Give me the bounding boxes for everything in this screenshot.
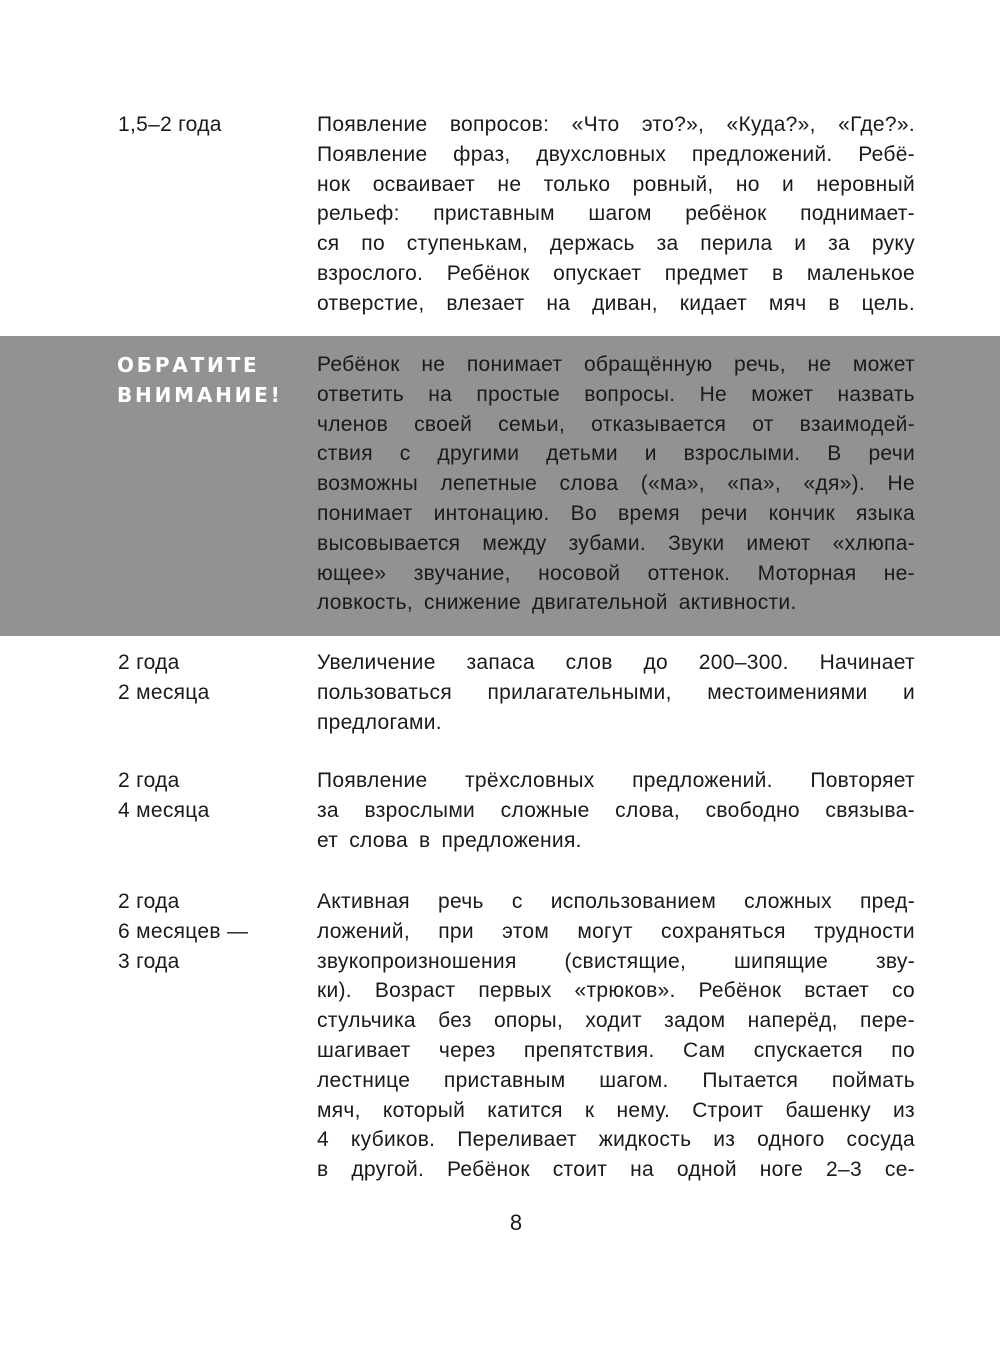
text-line: ки). Возраст первых «трюков». Ребёнок встает со bbox=[317, 979, 915, 1003]
text-line: звукопроизношения (свистящие, шипящие зву- bbox=[317, 949, 915, 973]
text-line: ет слова в предложения. bbox=[317, 828, 582, 852]
text-line: ответить на простые вопросы. Не может назвать bbox=[317, 382, 915, 406]
text-line: рельеф: приставным шагом ребёнок поднимает- bbox=[317, 202, 915, 226]
text-line: отверстие, влезает на диван, кидает мяч в цель. bbox=[317, 291, 915, 315]
text-line: Появление трёхсловных предложений. Повторяет bbox=[317, 769, 915, 792]
text-line: ствия с другими детьми и взрослыми. В речи bbox=[317, 442, 915, 466]
text-line: стульчика без опоры, ходит задом наперёд, пере- bbox=[317, 1009, 915, 1033]
text-line: ложений, при этом могут сохраняться трудности bbox=[317, 919, 915, 943]
text-line: Появление вопросов: «Что это?», «Куда?», «Где?». bbox=[317, 113, 915, 136]
text-line: за взрослыми сложные слова, свободно связыва- bbox=[317, 798, 915, 822]
text-line: Ребёнок не понимает обращённую речь, не может bbox=[317, 353, 915, 376]
age-label: 2 года 2 месяца bbox=[118, 651, 210, 704]
entry-description bbox=[317, 110, 915, 319]
page-number: 8 bbox=[509, 1210, 523, 1235]
age-label: 2 года 4 месяца bbox=[118, 769, 210, 822]
text-line: понимает интонацию. Во время речи кончик языка bbox=[317, 501, 915, 525]
age-label: 2 года 6 месяцев — 3 года bbox=[118, 890, 249, 973]
entry-description bbox=[317, 648, 915, 737]
text-line: нок осваивает не только ровный, но и неровный bbox=[317, 172, 915, 196]
notice-title: ОБРАТИТЕ ВНИМАНИЕ! bbox=[117, 353, 283, 407]
notice-description bbox=[317, 350, 915, 618]
text-line: лестнице приставным шагом. Пытается поймать bbox=[317, 1068, 915, 1092]
text-line: высовывается между зубами. Звуки имеют «хлюпа- bbox=[317, 531, 915, 555]
text-line: ся по ступенькам, держась за перила и за руку bbox=[317, 232, 915, 256]
text-line: предлогами. bbox=[317, 710, 442, 734]
text-line: пользоваться прилагательными, местоимениями и bbox=[317, 680, 915, 704]
text-line: в другой. Ребёнок стоит на одной ноге 2–3 се- bbox=[317, 1158, 915, 1182]
text-line: Активная речь с использованием сложных пред- bbox=[317, 890, 915, 913]
text-line: 4 кубиков. Переливает жидкость из одного сосуда bbox=[317, 1128, 915, 1152]
entry-description bbox=[317, 887, 915, 1185]
text-line: мяч, который катится к нему. Строит башенку из bbox=[317, 1098, 915, 1122]
text-line: Появление фраз, двухсловных предложений. Ребё- bbox=[317, 142, 915, 166]
text-line: шагивает через препятствия. Сам спускается по bbox=[317, 1038, 915, 1062]
text-line: ловкость, снижение двигательной активности. bbox=[317, 591, 797, 615]
entry-description bbox=[317, 766, 915, 855]
notice-block bbox=[0, 336, 1000, 636]
text-line: членов своей семьи, отказывается от взаимодей- bbox=[317, 412, 915, 436]
text-line: ющее» звучание, носовой оттенок. Моторная не- bbox=[317, 561, 915, 585]
text-line: взрослого. Ребёнок опускает предмет в маленькое bbox=[317, 261, 915, 285]
age-label: 1,5–2 года bbox=[118, 113, 222, 136]
text-line: возможны лепетные слова («ма», «па», «дя»). Не bbox=[317, 472, 915, 496]
text-line: Увеличение запаса слов до 200–300. Начинает bbox=[317, 651, 915, 674]
